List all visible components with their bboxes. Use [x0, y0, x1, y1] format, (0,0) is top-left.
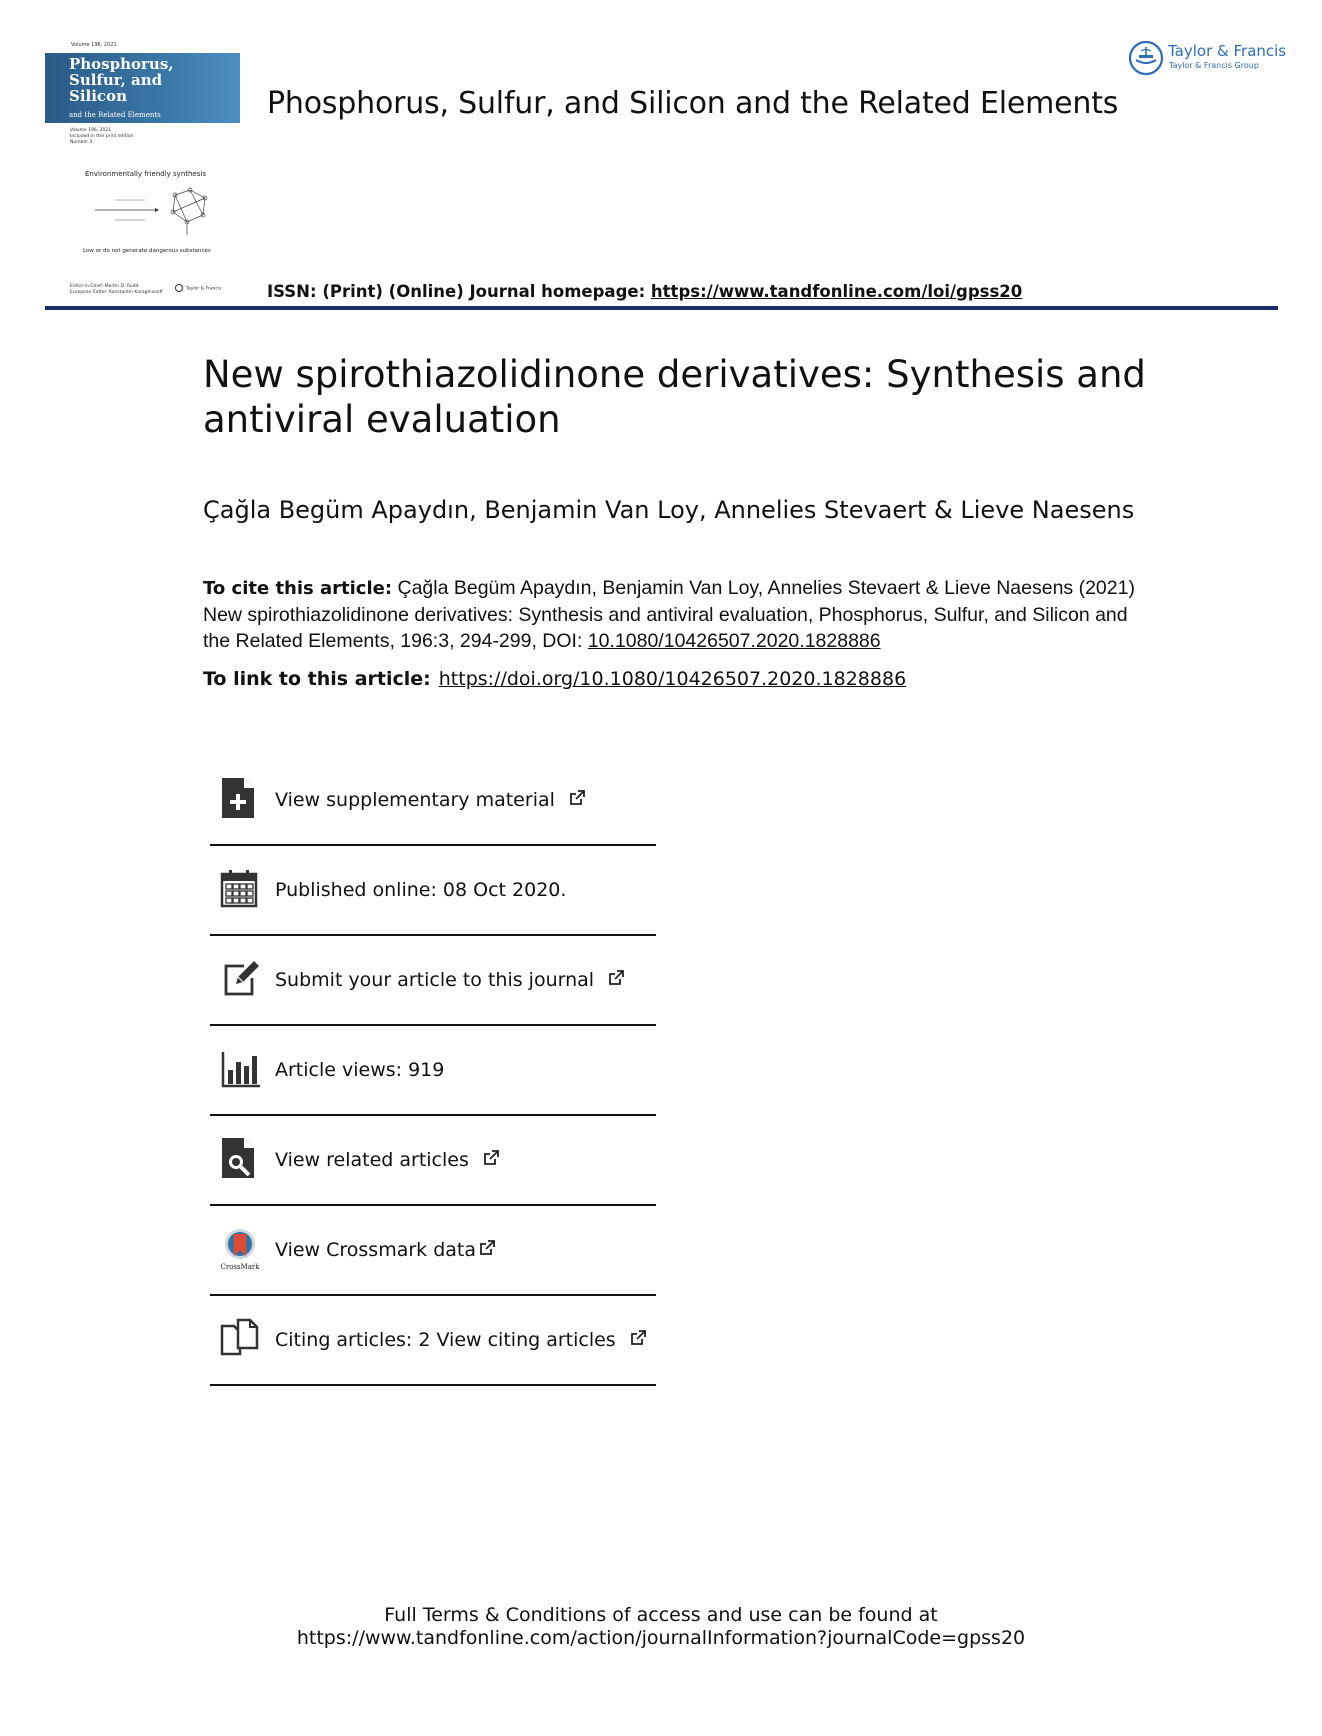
- bar-chart-icon: [220, 1046, 260, 1092]
- taylor-francis-emblem-icon: [1128, 40, 1164, 76]
- external-link-icon: [478, 1239, 496, 1257]
- calendar-icon: [220, 866, 260, 912]
- info-row-published: [210, 846, 656, 936]
- cover-scheme-title: Environmentally friendly synthesis: [85, 170, 206, 178]
- publisher-emblem-icon: [175, 284, 183, 292]
- terms-footer: Full Terms & Conditions of access and use can be found at https://www.tandfonline.com/action/journalInformation?journalCode=gpss20: [0, 1604, 1322, 1650]
- journal-cover: [45, 40, 240, 300]
- file-search-icon: [220, 1136, 260, 1182]
- article-link-line: [203, 668, 906, 690]
- cover-subtitle: and the Related Elements: [69, 111, 161, 119]
- cover-publisher-logo: Taylor & Francis: [175, 284, 221, 292]
- article-info-list: [210, 756, 656, 1386]
- published-date: Published online: 08 Oct 2020.: [275, 879, 567, 901]
- submit-article-link[interactable]: Submit your article to this journal: [275, 969, 595, 991]
- journal-homepage-link[interactable]: https://www.tandfonline.com/loi/gpss20: [650, 282, 1023, 301]
- cite-label: To cite this article:: [203, 578, 393, 599]
- citation-block: To cite this article: Çağla Begüm Apaydın, Benjamin Van Loy, Annelies Stevaert & Lieve Naesens (2021) New spirothiazolidinone derivatives: Synthesis and antiviral evaluation, Phosphorus, Sulfur, and Silicon and the Related Elements, 196:3, 294-299, DOI: 10.1080/10426507.2020.1828886: [203, 577, 1135, 652]
- header-rule: [45, 306, 1278, 310]
- issn-line: ISSN: (Print) (Online) Journal homepage: https://www.tandfonline.com/loi/gpss20: [267, 282, 1023, 301]
- supplementary-link[interactable]: View supplementary material: [275, 789, 555, 811]
- info-row-crossmark[interactable]: [210, 1206, 656, 1296]
- info-row-citing[interactable]: [210, 1296, 656, 1386]
- article-title: New spirothiazolidinone derivatives: Synthesis and antiviral evaluation: [203, 353, 1146, 441]
- article-views: Article views: 919: [275, 1059, 445, 1081]
- cover-scheme-footer: Low or do not generate dangerous substances: [83, 248, 211, 254]
- crossmark-link[interactable]: View Crossmark data: [275, 1239, 477, 1261]
- external-link-icon: [482, 1149, 500, 1167]
- terms-url[interactable]: https://www.tandfonline.com/action/journalInformation?journalCode=gpss20: [296, 1627, 1026, 1649]
- external-link-icon: [568, 789, 586, 807]
- svg-text:CrossMark: CrossMark: [220, 1263, 260, 1271]
- link-label: To link to this article:: [203, 668, 431, 690]
- cover-editors: Editor-in-Chief: Martin D. Rudd European Editor: Konstantin Karaghiosoff: [70, 284, 163, 295]
- edit-icon: [220, 956, 260, 1002]
- article-doi-url-link[interactable]: https://doi.org/10.1080/10426507.2020.1828886: [438, 668, 907, 690]
- external-link-icon: [629, 1329, 647, 1347]
- info-row-supplementary[interactable]: [210, 756, 656, 846]
- info-row-views: [210, 1026, 656, 1116]
- publisher-name: Taylor & Francis: [1168, 42, 1287, 60]
- info-row-related[interactable]: [210, 1116, 656, 1206]
- info-row-submit[interactable]: [210, 936, 656, 1026]
- external-link-icon: [607, 969, 625, 987]
- cover-issue-note: Volume 196, 2021 Included in this print edition: Number 3: [70, 128, 135, 145]
- article-authors: Çağla Begüm Apaydın, Benjamin Van Loy, Annelies Stevaert & Lieve Naesens: [203, 496, 1135, 524]
- cover-title: Phosphorus, Sulfur, and Silicon: [69, 55, 174, 105]
- journal-title: Phosphorus, Sulfur, and Silicon and the Related Elements: [267, 86, 1119, 121]
- crossmark-icon: [220, 1226, 260, 1272]
- copy-documents-icon: [220, 1316, 260, 1362]
- taylor-francis-logo: [1128, 38, 1288, 78]
- cover-reaction-scheme-icon: [75, 180, 225, 250]
- cover-volume-line: Volume 196, 2021: [71, 42, 117, 48]
- doi-link[interactable]: 10.1080/10426507.2020.1828886: [587, 630, 881, 652]
- publisher-group: Taylor & Francis Group: [1169, 61, 1259, 70]
- citing-articles-link[interactable]: Citing articles: 2 View citing articles: [275, 1329, 616, 1351]
- file-plus-icon: [220, 776, 260, 822]
- related-articles-link[interactable]: View related articles: [275, 1149, 469, 1171]
